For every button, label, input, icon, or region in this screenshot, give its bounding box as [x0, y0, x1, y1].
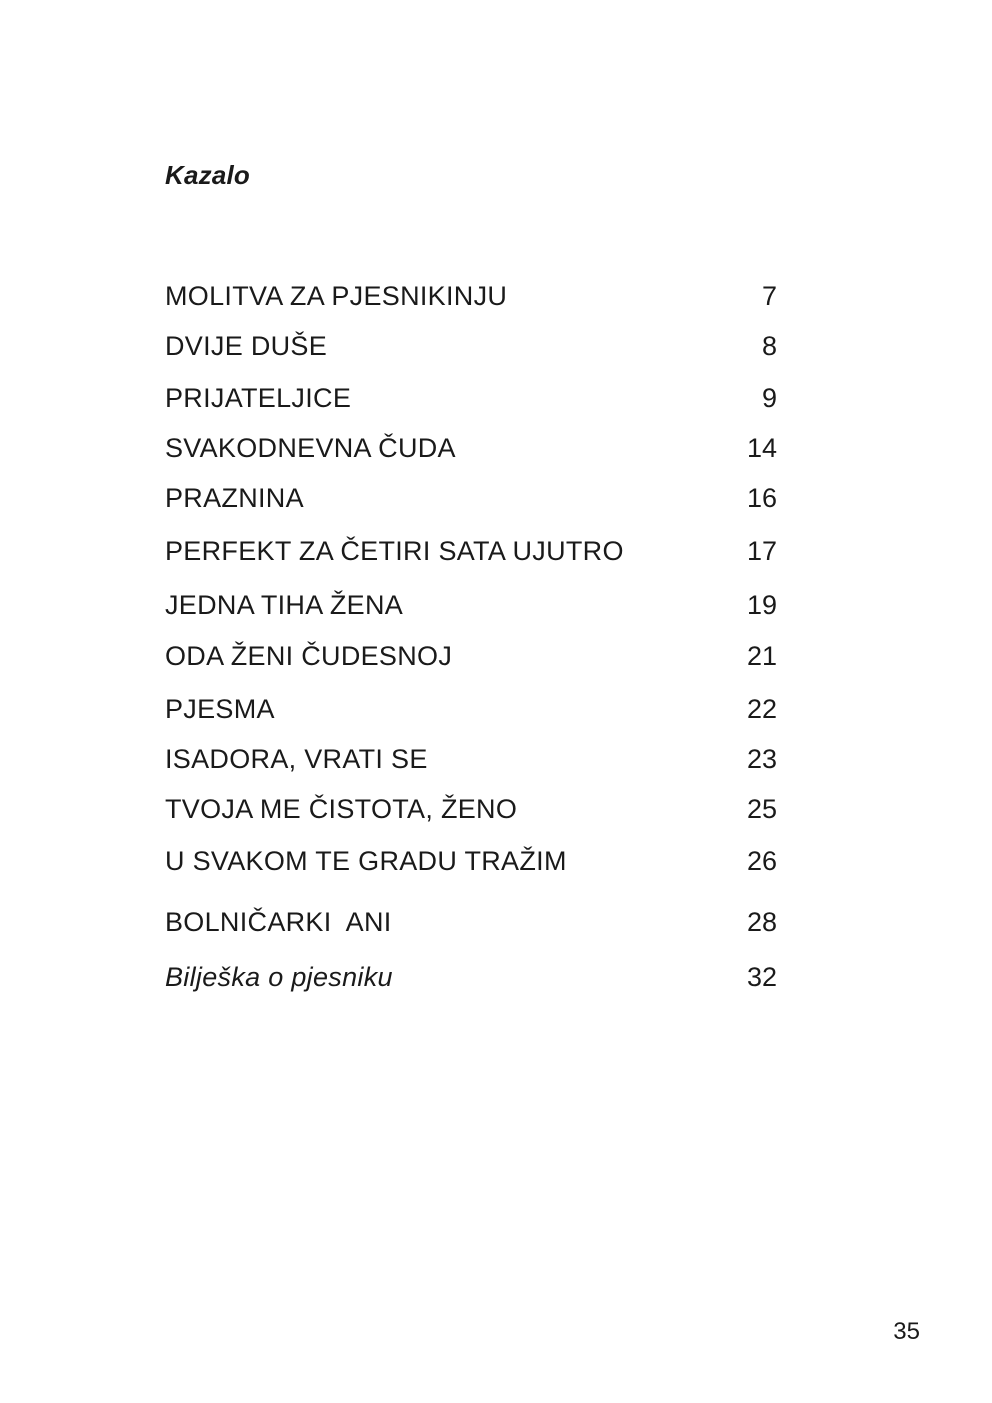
- toc-entry: [165, 691, 777, 727]
- toc-entry: [165, 791, 777, 827]
- toc-entry-title: PERFEKT ZA ČETIRI SATA UJUTRO: [165, 536, 624, 566]
- toc-entry: [165, 533, 777, 569]
- toc-entry-page: 21: [746, 641, 777, 671]
- toc-entry-title: ISADORA, VRATI SE: [165, 744, 428, 774]
- toc-entry-page: 14: [746, 433, 777, 463]
- toc-entry-page: 22: [746, 694, 777, 724]
- toc-entry-title: PJESMA: [165, 694, 275, 724]
- toc-entry-title: TVOJA ME ČISTOTA, ŽENO: [165, 794, 518, 824]
- toc-entry-page: 25: [746, 794, 777, 824]
- toc-entry-page: 26: [746, 846, 777, 876]
- page-number: 35: [893, 1318, 920, 1345]
- toc-entry-page: 7: [761, 281, 777, 311]
- toc-entry: [165, 904, 777, 940]
- toc-entry-page: 16: [746, 483, 777, 513]
- toc-entry-title: Bilješka o pjesniku: [165, 962, 393, 992]
- toc-entry-page: 32: [746, 962, 777, 992]
- toc-entry-title: SVAKODNEVNA ČUDA: [165, 433, 456, 463]
- toc-entry: [165, 959, 777, 995]
- toc-entry-title: JEDNA TIHA ŽENA: [165, 590, 404, 620]
- toc-entry-page: 19: [746, 590, 777, 620]
- toc-entry: [165, 587, 777, 623]
- toc-entry: [165, 278, 777, 314]
- toc-entry-page: 17: [746, 536, 777, 566]
- toc-entry: [165, 480, 777, 516]
- page-title: Kazalo: [165, 160, 251, 190]
- toc-entry: [165, 638, 777, 674]
- toc-entry-title: DVIJE DUŠE: [165, 331, 328, 361]
- toc-entry: [165, 430, 777, 466]
- toc-entry-page: 8: [761, 331, 777, 361]
- toc-entry-title: MOLITVA ZA PJESNIKINJU: [165, 281, 508, 311]
- toc-entry: [165, 843, 777, 879]
- toc-entry: [165, 741, 777, 777]
- toc-entry: [165, 380, 777, 416]
- toc-entry-title: BOLNIČARKI ANI: [165, 907, 392, 937]
- toc-entry: [165, 328, 777, 364]
- toc-entry-title: PRAZNINA: [165, 483, 304, 513]
- toc-entry-title: ODA ŽENI ČUDESNOJ: [165, 641, 453, 671]
- toc-entry-page: 28: [746, 907, 777, 937]
- toc-entry-title: U SVAKOM TE GRADU TRAŽIM: [165, 846, 567, 876]
- toc-entry-page: 23: [746, 744, 777, 774]
- toc-entry-page: 9: [761, 383, 777, 413]
- toc-entry-title: PRIJATELJICE: [165, 383, 352, 413]
